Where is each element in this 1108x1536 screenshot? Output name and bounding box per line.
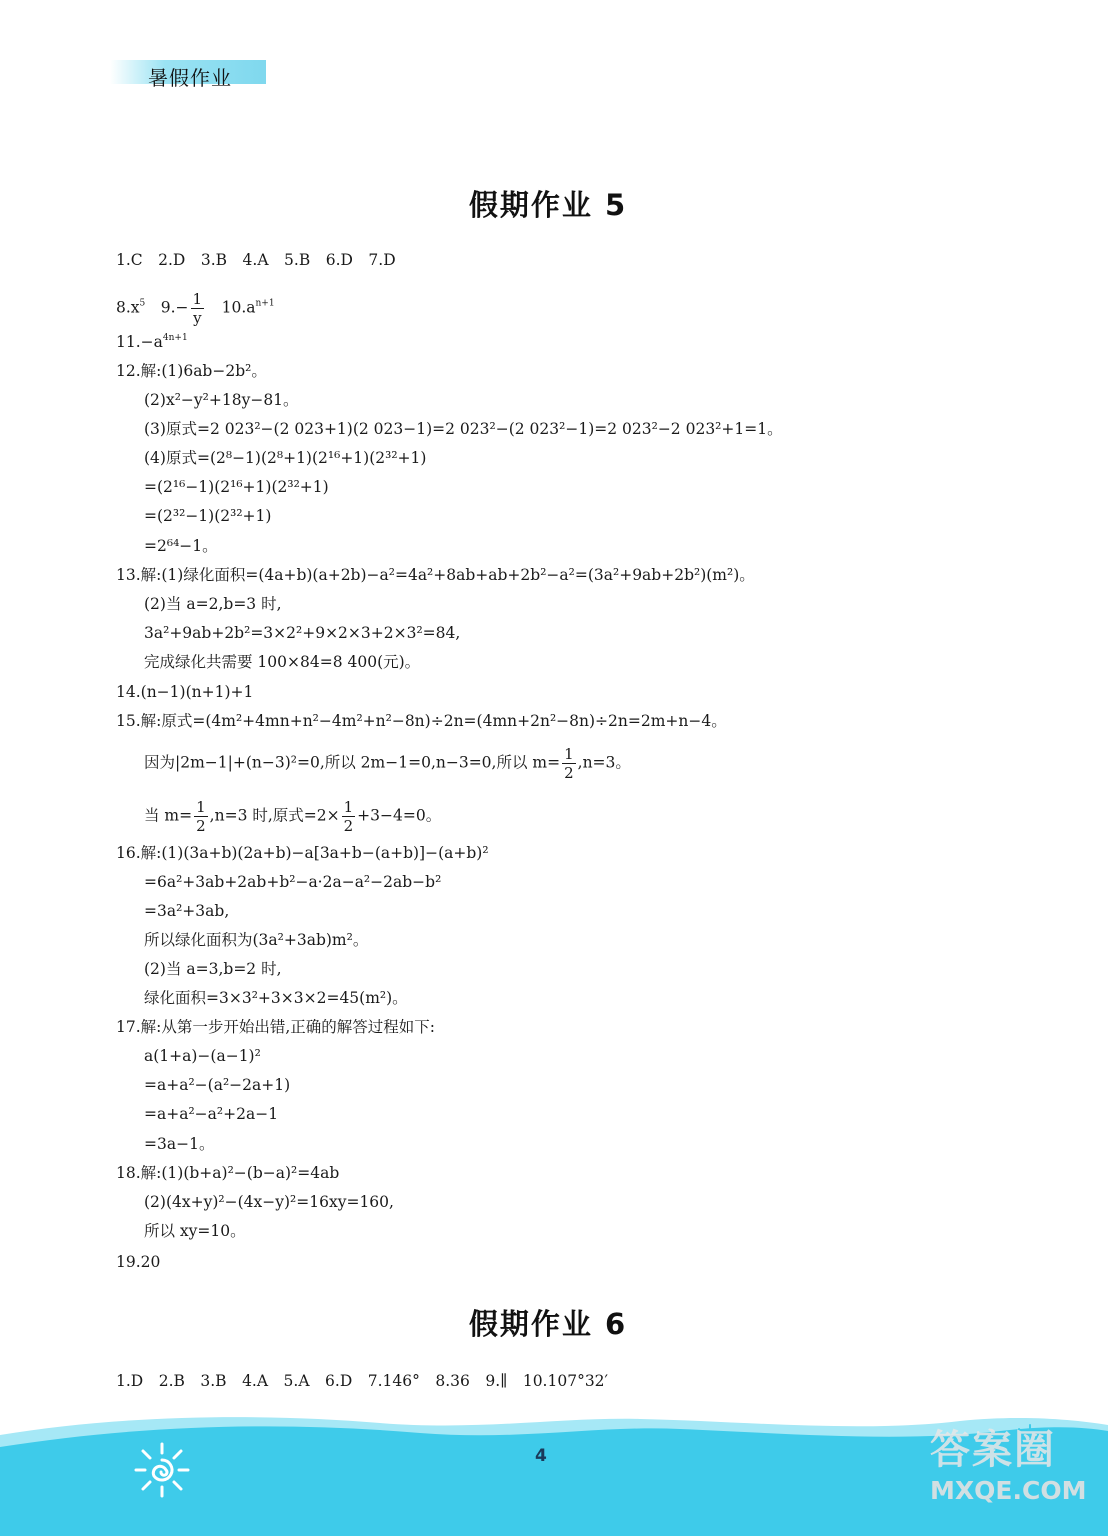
q15-line: 15.解:原式=(4m²+4mn+n²−4m²+n²−8n)÷2n=(4mn+2n²−8n)÷2n=2m+n−4。	[116, 712, 727, 730]
section-title-6: 假期作业 6	[468, 1307, 628, 1341]
watermark-url: MXQE.COM	[930, 1476, 1087, 1505]
q12-line: 12.解:(1)6ab−2b²。	[116, 362, 267, 380]
q12-line: (2)x²−y²+18y−81。	[144, 391, 299, 409]
s6-answer-line-1: 1.D 2.B 3.B 4.A 5.A 6.D 7.146° 8.36 9.∥ 10.107°32′	[116, 1372, 609, 1390]
q13-line: 3a²+9ab+2b²=3×2²+9×2×3+2×3²=84,	[144, 624, 461, 642]
q15-line: 因为|2m−1|+(n−3)²=0,所以 2m−1=0,n−3=0,所以 m= $\frac{1}{2}$ ,n=3。	[144, 745, 631, 782]
fraction: $\frac{1}{2}$	[196, 798, 206, 835]
watermark	[930, 1418, 1087, 1505]
q17-line: 17.解:从第一步开始出错,正确的解答过程如下:	[116, 1018, 436, 1036]
q12-line: =(2¹⁶−1)(2¹⁶+1)(2³²+1)	[144, 478, 329, 496]
q12-line: =2⁶⁴−1。	[144, 537, 218, 555]
fraction: $\frac{1}{2}$	[343, 798, 354, 835]
header-label: 暑假作业	[148, 66, 232, 90]
q18-line: 18.解:(1)(b+a)²−(b−a)²=4ab	[116, 1164, 340, 1182]
watermark-logo-text: 答案圈	[930, 1427, 1056, 1473]
q13-line: (2)当 a=2,b=3 时,	[144, 595, 282, 613]
answer-line-2: $8.x^5$ 9.− $\frac{1}{y}$ $10.a^{n+1}$	[116, 290, 275, 327]
section-title-5: 假期作业 5	[468, 188, 628, 222]
q16-line: 16.解:(1)(3a+b)(2a+b)−a[3a+b−(a+b)]−(a+b)²	[116, 844, 489, 862]
q14-line: 14.(n−1)(n+1)+1	[116, 683, 254, 701]
q12-line: (3)原式=2 023²−(2 023+1)(2 023−1)=2 023²−(2 023²−1)=2 023²−2 023²+1=1。	[144, 420, 783, 438]
q12-line: (4)原式=(2⁸−1)(2⁸+1)(2¹⁶+1)(2³²+1)	[144, 449, 427, 467]
page-number: 4	[535, 1446, 547, 1466]
q18-line: 所以 xy=10。	[144, 1222, 246, 1240]
q17-line: =a+a²−a²+2a−1	[144, 1105, 279, 1123]
q19-line: 19.20	[116, 1253, 161, 1271]
q16-line: (2)当 a=3,b=2 时,	[144, 960, 282, 978]
q17-line: =a+a²−(a²−2a+1)	[144, 1076, 291, 1094]
q16-line: 绿化面积=3×3²+3×3×2=45(m²)。	[144, 989, 408, 1007]
q13-line: 完成绿化共需要 100×84=8 400(元)。	[144, 653, 421, 671]
q16-line: 所以绿化面积为(3a²+3ab)m²。	[144, 931, 369, 949]
q15-line: 当 m= $\frac{1}{2}$ ,n=3 时,原式=2× $\frac{1}{2}$ +3−4=0。	[144, 798, 442, 835]
q16-line: =6a²+3ab+2ab+b²−a·2a−a²−2ab−b²	[144, 873, 442, 891]
q17-line: =3a−1。	[144, 1135, 215, 1153]
fraction: $\frac{1}{2}$	[564, 745, 574, 782]
answer-line-1: 1.C 2.D 3.B 4.A 5.B 6.D 7.D	[116, 251, 396, 269]
fraction: $\frac{1}{y}$	[192, 290, 203, 327]
q12-line: =(2³²−1)(2³²+1)	[144, 507, 272, 525]
answer-line-11: $11.-a^{4n+1}$	[116, 333, 188, 351]
q18-line: (2)(4x+y)²−(4x−y)²=16xy=160,	[144, 1193, 394, 1211]
q13-line: 13.解:(1)绿化面积=(4a+b)(a+2b)−a²=4a²+8ab+ab+2b²−a²=(3a²+9ab+2b²)(m²)。	[116, 566, 755, 584]
q17-line: a(1+a)−(a−1)²	[144, 1047, 261, 1065]
q16-line: =3a²+3ab,	[144, 902, 230, 920]
